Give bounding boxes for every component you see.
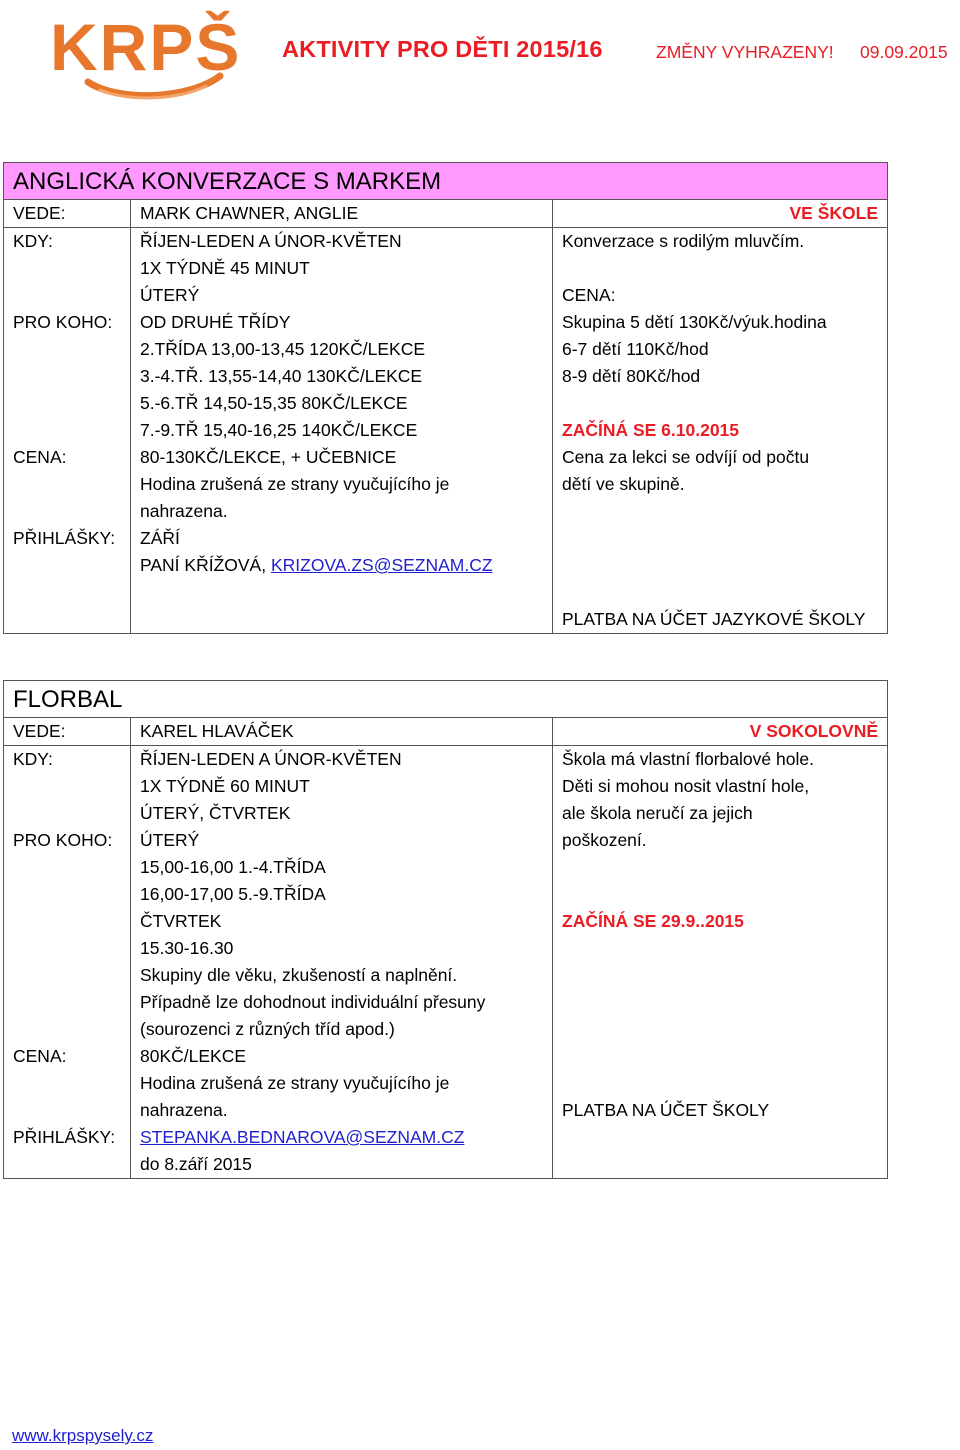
english-vede-value: MARK CHAWNER, ANGLIE: [131, 200, 553, 228]
english-details-column: [131, 228, 553, 634]
english-note-line: dětí ve skupině.: [562, 474, 685, 494]
florbal-info-line: Škola má vlastní florbalové hole.: [562, 749, 814, 769]
date-label: 09.09.2015: [860, 42, 948, 62]
florbal-prokoho-line: (sourozenci z různých tříd apod.): [140, 1019, 395, 1039]
english-kdy-line: ÚTERÝ: [140, 285, 200, 305]
english-prokoho-line: OD DRUHÉ TŘÍDY: [140, 312, 291, 332]
florbal-vede-label: VEDE:: [4, 718, 131, 746]
changes-note: ZMĚNY VYHRAZENY!: [656, 42, 834, 62]
english-email-link[interactable]: KRIZOVA.ZS@SEZNAM.CZ: [270, 555, 493, 575]
website-link[interactable]: www.krpspysely.cz: [12, 1426, 154, 1445]
florbal-prokoho-label: PRO KOHO:: [13, 830, 113, 850]
florbal-kdy-line: ÚTERÝ, ČTVRTEK: [140, 803, 291, 823]
english-cena-label: CENA:: [13, 447, 67, 467]
english-kdy-line: 1X TÝDNĚ 45 MINUT: [140, 258, 310, 278]
florbal-cena-line: 80KČ/LEKCE: [140, 1046, 247, 1066]
english-note-line: Cena za lekci se odvíjí od počtu: [562, 447, 810, 467]
florbal-prokoho-line: Případně lze dohodnout individuální přesuny: [140, 992, 486, 1012]
florbal-prokoho-line: 15.30-16.30: [140, 938, 234, 958]
florbal-prokoho-line: 16,00-17,00 5.-9.TŘÍDA: [140, 884, 326, 904]
english-kdy-line: ŘÍJEN-LEDEN A ÚNOR-KVĚTEN: [140, 231, 402, 251]
florbal-title: FLORBAL: [4, 681, 888, 718]
florbal-prokoho-line: ÚTERÝ: [140, 830, 200, 850]
logo-graphic: [48, 4, 248, 100]
english-info-column: [553, 228, 888, 634]
florbal-payment: PLATBA NA ÚČET ŠKOLY: [562, 1100, 770, 1120]
english-prokoho-line: 7.-9.TŘ 15,40-16,25 140KČ/LEKCE: [140, 420, 418, 440]
florbal-deadline: do 8.září 2015: [140, 1154, 252, 1174]
english-contact-name: PANÍ KŘÍŽOVÁ,: [140, 555, 271, 575]
english-price-line: 8-9 dětí 80Kč/hod: [562, 366, 701, 386]
florbal-prokoho-line: 15,00-16,00 1.-4.TŘÍDA: [140, 857, 326, 877]
english-activity-table: [3, 162, 888, 634]
logo-text: KRPŠ: [50, 10, 242, 84]
florbal-email-link[interactable]: STEPANKA.BEDNAROVA@SEZNAM.CZ: [140, 1127, 465, 1147]
english-vede-label: VEDE:: [4, 200, 131, 228]
florbal-info-line: poškození.: [562, 830, 647, 850]
florbal-cena-label: CENA:: [13, 1046, 67, 1066]
page-title: AKTIVITY PRO DĚTI 2015/16: [282, 36, 603, 62]
english-title: ANGLICKÁ KONVERZACE S MARKEM: [4, 163, 888, 200]
english-prokoho-label: PRO KOHO:: [13, 312, 113, 332]
florbal-activity-table: [3, 680, 888, 1179]
english-start-date: ZAČÍNÁ SE 6.10.2015: [562, 420, 740, 440]
florbal-kdy-line: ŘÍJEN-LEDEN A ÚNOR-KVĚTEN: [140, 749, 402, 769]
florbal-info-column: [553, 746, 888, 1179]
florbal-place: V SOKOLOVNĚ: [553, 718, 888, 746]
florbal-cena-line: nahrazena.: [140, 1100, 228, 1120]
florbal-info-line: Děti si mohou nosit vlastní hole,: [562, 776, 810, 796]
english-prokoho-line: 2.TŘÍDA 13,00-13,45 120KČ/LEKCE: [140, 339, 426, 359]
english-prihlasky-line: ZÁŘÍ: [140, 528, 180, 548]
english-cena-line: 80-130KČ/LEKCE, + UČEBNICE: [140, 447, 397, 467]
krps-logo: [48, 4, 248, 100]
english-payment: PLATBA NA ÚČET JAZYKOVÉ ŠKOLY: [562, 609, 866, 629]
english-prokoho-line: 5.-6.TŘ 14,50-15,35 80KČ/LEKCE: [140, 393, 408, 413]
florbal-prokoho-line: ČTVRTEK: [140, 911, 222, 931]
english-prihlasky-label: PŘIHLÁŠKY:: [13, 528, 116, 548]
english-prokoho-line: 3.-4.TŘ. 13,55-14,40 130KČ/LEKCE: [140, 366, 423, 386]
english-prihlasky-contact: [140, 552, 543, 579]
english-label-column: [4, 228, 131, 634]
english-place: VE ŠKOLE: [553, 200, 888, 228]
florbal-prokoho-line: Skupiny dle věku, zkušeností a naplnění.: [140, 965, 458, 985]
florbal-details-column: [131, 746, 553, 1179]
florbal-label-column: [4, 746, 131, 1179]
english-price-line: 6-7 dětí 110Kč/hod: [562, 339, 709, 359]
florbal-kdy-line: 1X TÝDNĚ 60 MINUT: [140, 776, 310, 796]
english-cena-line: Hodina zrušená ze strany vyučujícího je: [140, 474, 450, 494]
florbal-info-line: ale škola neručí za jejich: [562, 803, 753, 823]
english-right-cena-label: CENA:: [562, 285, 616, 305]
florbal-kdy-label: KDY:: [13, 749, 53, 769]
english-cena-line: nahrazena.: [140, 501, 228, 521]
english-price-line: Skupina 5 dětí 130Kč/výuk.hodina: [562, 312, 827, 332]
florbal-prihlasky-label: PŘIHLÁŠKY:: [13, 1127, 116, 1147]
english-kdy-label: KDY:: [13, 231, 53, 251]
florbal-vede-value: KAREL HLAVÁČEK: [131, 718, 553, 746]
english-info-line: Konverzace s rodilým mluvčím.: [562, 231, 805, 251]
florbal-start-date: ZAČÍNÁ SE 29.9..2015: [562, 911, 744, 931]
florbal-cena-line: Hodina zrušená ze strany vyučujícího je: [140, 1073, 450, 1093]
